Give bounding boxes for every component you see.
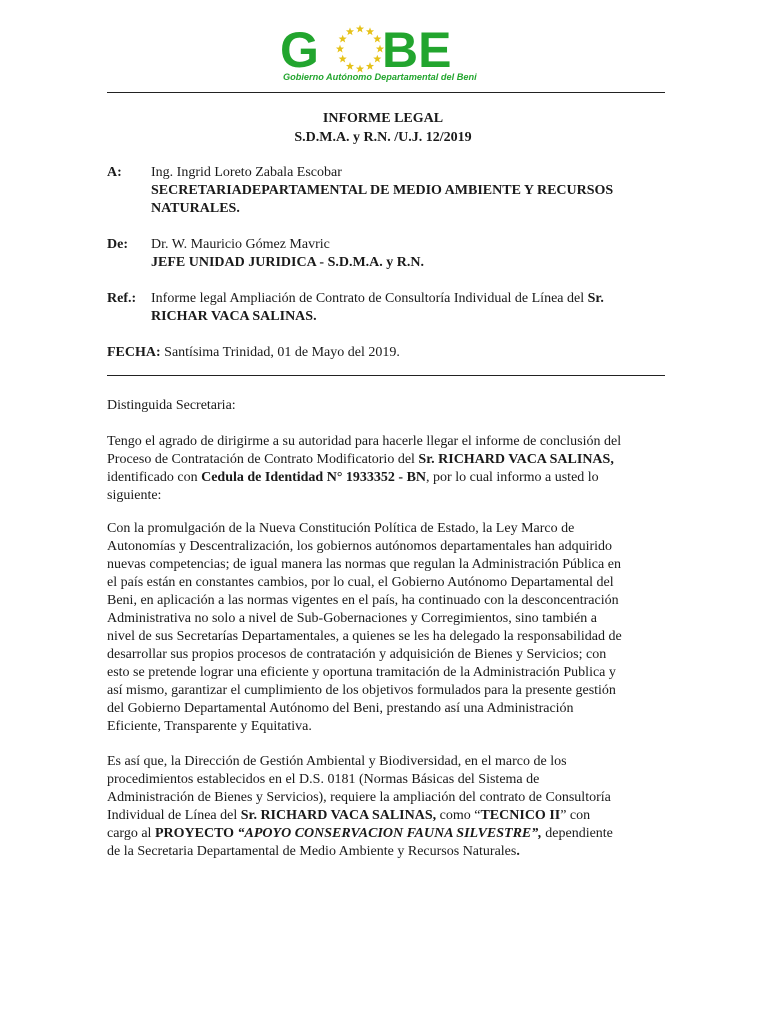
- p2-line: Beni, en aplicación a las normas vigentes en el país, ha continuado con la desconcentración: [107, 593, 619, 608]
- paragraph-intro: [107, 433, 661, 505]
- p1-line3-id: Cedula de Identidad N° 1933352 - BN: [201, 470, 427, 485]
- recipient-position-line1: SECRETARIADEPARTAMENTAL DE MEDIO AMBIENTE Y RECURSOS: [151, 183, 614, 198]
- p2-line: nuevas competencias; de igual manera las normas que regulan la Administración Pública en: [107, 557, 621, 572]
- p2-line: Eficiente, Transparente y Equitativa.: [107, 719, 312, 734]
- date-label: FECHA:: [107, 345, 161, 360]
- paragraph-context: [107, 520, 661, 736]
- document-title: INFORME LEGAL: [322, 111, 444, 126]
- p3-line5-text: cargo al: [107, 826, 155, 841]
- p2-line: así mismo, garantizar el cumplimiento de los objetivos formulados para la presente gestión: [107, 683, 616, 698]
- p3-line6-period: .: [516, 844, 520, 859]
- reference-name-part1: Sr.: [587, 291, 604, 306]
- p1-line3-text: identificado con: [107, 470, 202, 485]
- p2-line: el país están en constantes cambios, por lo cual, el Gobierno Autónomo Departamental del: [107, 575, 614, 590]
- p3-line: Es así que, la Dirección de Gestión Ambiental y Biodiversidad, en el marco de los: [107, 754, 567, 769]
- p1-line: siguiente:: [107, 488, 162, 503]
- p2-line: nivel de sus Secretarías Departamentales, a quienes se les ha delegado la responsabilidad de: [107, 629, 622, 644]
- p3-line: Administración de Bienes y Servicios), requiere la ampliación del contrato de Consultoría: [107, 790, 611, 805]
- recipient-name: Ing. Ingrid Loreto Zabala Escobar: [151, 165, 342, 180]
- star-icon: [373, 35, 381, 43]
- p2-line: desarrollar sus propios procesos de contratación y adquisición de Bienes y Servicios; con: [107, 647, 607, 662]
- p2-line: esto se pretende lograr una eficiente y oportuna tramitación de la Administración Publica y: [107, 665, 616, 680]
- recipient-label: A:: [107, 165, 122, 180]
- p1-line: Tengo el agrado de dirigirme a su autoridad para hacerle llegar el informe de conclusión del: [107, 434, 622, 449]
- star-icon: [373, 55, 381, 63]
- paragraph-request: [107, 753, 661, 861]
- sender-label: De:: [107, 237, 128, 252]
- star-icon: [336, 45, 344, 53]
- logo-letters-be: BE: [382, 22, 452, 78]
- p2-line: Administrativa no solo a nivel de Sub-Gobernaciones y Corregimientos, sino también a: [107, 611, 597, 626]
- logo-letter-g: G: [280, 22, 319, 78]
- sender-name: Dr. W. Mauricio Gómez Mavric: [151, 237, 330, 252]
- star-icon: [346, 27, 354, 35]
- gobe-logo: [280, 22, 490, 84]
- p1-line3-rest: , por lo cual informo a usted lo: [426, 470, 599, 485]
- p2-line: Con la promulgación de la Nueva Constitución Política de Estado, la Ley Marco de: [107, 521, 575, 536]
- reference-text: Informe legal Ampliación de Contrato de Consultoría Individual de Línea del: [151, 291, 588, 306]
- date-line: [107, 344, 663, 362]
- date-value: Santísima Trinidad, 01 de Mayo del 2019.: [160, 345, 400, 360]
- reference-label: Ref.:: [107, 291, 137, 306]
- p2-line: Autonomías y Descentralización, los gobiernos autónomos departamentales han adquirido: [107, 539, 613, 554]
- star-icon: [366, 27, 374, 35]
- p3-line4-como: como “: [436, 808, 481, 823]
- p2-line: del Gobierno Departamental Autónomo del Beni, prestando así una Administración: [107, 701, 574, 716]
- star-icon: [356, 25, 364, 33]
- star-icon: [339, 55, 347, 63]
- p3-line5-rest: dependiente: [541, 826, 613, 841]
- header-divider: [107, 92, 665, 93]
- star-icon: [339, 35, 347, 43]
- p3-line4-text: Individual de Línea del: [107, 808, 241, 823]
- document-code: S.D.M.A. y R.N. /U.J. 12/2019: [294, 130, 472, 145]
- logo-subtitle: Gobierno Autónomo Departamental del Beni: [283, 72, 477, 82]
- salutation: Distinguida Secretaria:: [107, 398, 236, 413]
- recipient-position-line2: NATURALES.: [151, 201, 240, 216]
- body-divider: [107, 375, 665, 376]
- p3-line4-name: Sr. RICHARD VACA SALINAS,: [240, 808, 437, 823]
- p3-line4-con: ” con: [560, 808, 591, 823]
- reference-name-part2: RICHAR VACA SALINAS.: [151, 309, 317, 324]
- p1-line2-name: Sr. RICHARD VACA SALINAS,: [418, 452, 614, 467]
- p1-line2-text: Proceso de Contratación de Contrato Modificatorio del: [107, 452, 419, 467]
- star-icon: [346, 62, 354, 70]
- p3-line4-role: TECNICO II: [480, 808, 561, 823]
- star-icon: [366, 62, 374, 70]
- p3-line5-project-name: “APOYO CONSERVACION FAUNA SILVESTRE”,: [237, 826, 542, 841]
- p3-line5-project-label: PROYECTO: [154, 826, 238, 841]
- p3-line6-text: de la Secretaria Departamental de Medio Ambiente y Recursos Naturales: [107, 844, 517, 859]
- ring-of-stars-icon: [336, 25, 384, 73]
- sender-position: JEFE UNIDAD JURIDICA - S.D.M.A. y R.N.: [151, 255, 425, 270]
- logo-graphic: [280, 22, 490, 84]
- p3-line: procedimientos establecidos en el D.S. 0181 (Normas Básicas del Sistema de: [107, 772, 540, 787]
